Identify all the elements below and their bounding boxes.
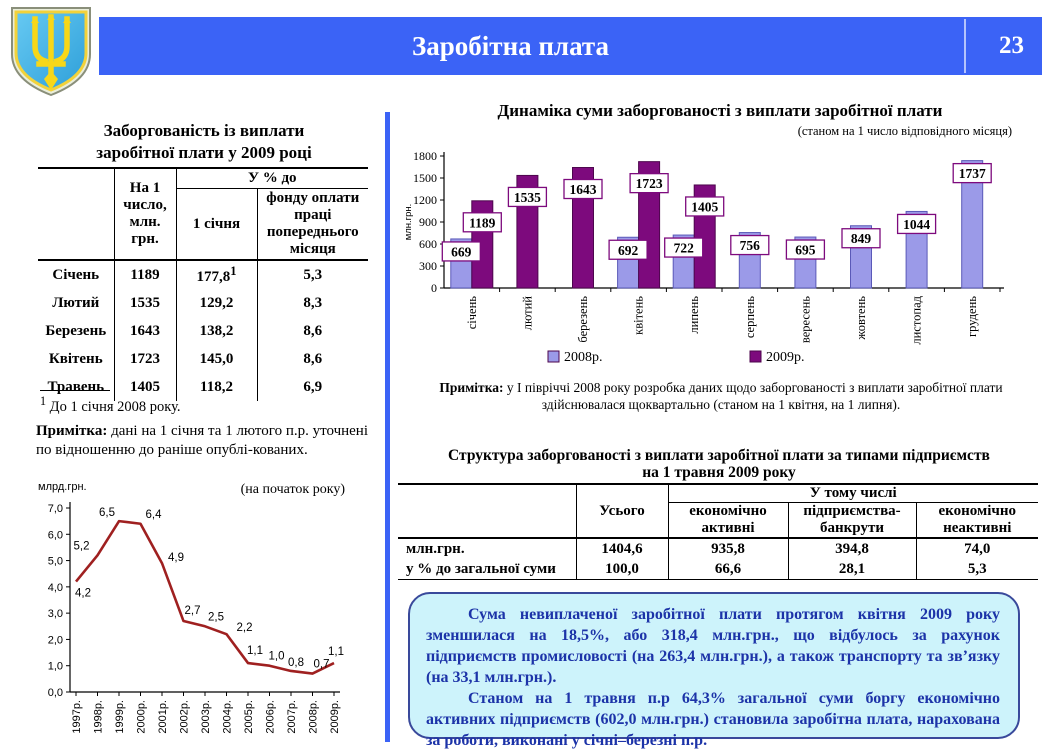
tofund-cell: 8,6 <box>303 350 323 367</box>
svg-text:0,0: 0,0 <box>47 687 63 699</box>
panel-divider <box>385 112 390 742</box>
svg-text:4,0: 4,0 <box>47 581 63 594</box>
svg-text:695: 695 <box>795 242 816 258</box>
left-table-title <box>38 120 370 164</box>
corner-cell <box>398 484 576 538</box>
svg-text:1,0: 1,0 <box>47 660 63 673</box>
svg-text:5,2: 5,2 <box>73 540 90 553</box>
svg-text:0,7: 0,7 <box>313 658 330 671</box>
tojan-cell: 138,2 <box>176 317 257 345</box>
total-cell: 1404,6 <box>576 538 668 559</box>
svg-text:756: 756 <box>739 238 760 254</box>
svg-text:1723: 1723 <box>635 176 663 192</box>
col-header-value: На 1 число, млн. грн. <box>114 168 176 260</box>
svg-text:листопад: листопад <box>909 296 924 345</box>
svg-text:2008р.: 2008р. <box>564 350 603 365</box>
svg-text:1998р.: 1998р. <box>92 700 105 734</box>
line-chart-unit-label: млрд.грн. <box>38 481 87 493</box>
svg-text:1,1: 1,1 <box>328 646 344 659</box>
value-cell: 1535 <box>114 289 176 317</box>
footnote-ref: 1 <box>230 264 237 278</box>
svg-text:2008р.: 2008р. <box>307 700 320 734</box>
structure-table <box>398 483 1038 580</box>
inactive-cell: 74,0 <box>964 540 991 557</box>
svg-text:849: 849 <box>850 231 872 247</box>
active-cell: 935,8 <box>668 538 788 559</box>
month-cell: Травень <box>38 373 114 401</box>
tofund-cell: 8,6 <box>303 322 323 339</box>
page-number: 23 <box>999 32 1024 59</box>
svg-text:2004р.: 2004р. <box>221 700 234 734</box>
table-row <box>398 559 1038 580</box>
svg-text:жовтень: жовтень <box>854 296 868 340</box>
month-cell: Лютий <box>38 289 114 317</box>
col-header-bankrupt: підприємства-банкрути <box>788 503 916 539</box>
svg-text:липень: липень <box>687 296 702 334</box>
col-header-fund: фонду оплати праці попереднього місяця <box>257 189 368 261</box>
svg-text:0: 0 <box>431 281 437 295</box>
svg-text:січень: січень <box>464 296 479 330</box>
svg-text:2000р.: 2000р. <box>135 700 148 734</box>
value-cell: 1643 <box>114 317 176 345</box>
left-note <box>36 422 372 460</box>
svg-text:5,0: 5,0 <box>47 555 63 568</box>
bankrupt-cell: 394,8 <box>788 538 916 559</box>
svg-text:2006р.: 2006р. <box>264 700 277 734</box>
svg-text:2,0: 2,0 <box>47 634 63 647</box>
footnote-marker: 1 <box>40 394 47 408</box>
summary-paragraph-2: Станом на 1 травня п.р 64,3% загальної суми боргу економічно активних підприємств (602,0 млн.грн.) становила заробітна плата, нарахована за роботи, виконані у січні–березні п.р. <box>426 690 1000 749</box>
table-row <box>38 260 368 289</box>
table-row <box>38 289 368 317</box>
structure-title-line2: на 1 травня 2009 року <box>642 464 796 481</box>
value-cell: 1405 <box>114 373 176 401</box>
svg-text:2001р.: 2001р. <box>157 700 169 734</box>
structure-title-line1: Структура заборгованості з виплати заробітної плати за типами підприємств <box>448 447 990 464</box>
row-label: млн.грн. <box>398 538 576 559</box>
svg-text:1643: 1643 <box>569 182 597 198</box>
col-header-inactive: економічно неактивні <box>916 503 1038 539</box>
table-row <box>38 345 368 373</box>
svg-text:1999р.: 1999р. <box>114 700 126 734</box>
svg-text:1,0: 1,0 <box>268 650 285 663</box>
svg-text:1500: 1500 <box>413 171 437 185</box>
month-cell: Січень <box>38 260 114 289</box>
svg-text:2002р.: 2002р. <box>178 700 191 734</box>
svg-text:4,2: 4,2 <box>75 587 91 600</box>
row-label: у % до загальної суми <box>398 559 576 580</box>
svg-text:7,0: 7,0 <box>47 503 63 515</box>
table-row <box>38 317 368 345</box>
tofund-cell: 5,3 <box>303 266 323 283</box>
summary-info-box <box>408 592 1020 749</box>
svg-text:6,4: 6,4 <box>145 508 162 521</box>
tojan-value: 177,8 <box>196 269 231 285</box>
svg-text:вересень: вересень <box>798 296 813 344</box>
month-cell: Березень <box>38 317 114 345</box>
left-table-title-line1: Заборгованість із виплати <box>103 121 305 140</box>
svg-text:6,0: 6,0 <box>47 529 63 542</box>
inactive-cell: 5,3 <box>916 559 1038 580</box>
ukraine-coat-of-arms-icon <box>6 3 96 99</box>
svg-text:2009р.: 2009р. <box>766 350 805 365</box>
svg-text:квітень: квітень <box>631 296 646 335</box>
col-header-total: Усього <box>576 484 668 538</box>
svg-text:2003р.: 2003р. <box>200 700 212 734</box>
svg-text:1200: 1200 <box>413 193 437 207</box>
svg-text:4,9: 4,9 <box>168 552 184 565</box>
note-text: дані на 1 січня та 1 лютого п.р. уточнені по відношенню до раніше опублі-кованих. <box>36 423 368 458</box>
active-cell: 66,6 <box>668 559 788 580</box>
value-cell: 1723 <box>114 345 176 373</box>
bar-chart <box>398 147 1040 375</box>
tojan-cell: 118,2 <box>176 373 257 401</box>
svg-text:2009р.: 2009р. <box>329 700 341 734</box>
col-header-active: економічно активні <box>668 503 788 539</box>
value-cell: 1189 <box>114 260 176 289</box>
svg-text:1535: 1535 <box>513 189 541 205</box>
tofund-cell: 6,9 <box>303 378 323 395</box>
bar-chart-note <box>404 379 1038 413</box>
banner-divider <box>964 19 966 73</box>
svg-text:1405: 1405 <box>691 199 719 215</box>
svg-text:692: 692 <box>617 242 639 258</box>
footnote-text: До 1 січня 2008 року. <box>46 398 181 415</box>
month-cell: Квітень <box>38 345 114 373</box>
svg-text:2005р.: 2005р. <box>243 700 255 734</box>
arrears-2009-table <box>38 167 368 401</box>
svg-text:1737: 1737 <box>958 166 986 182</box>
header-banner <box>99 17 1042 75</box>
svg-text:1,1: 1,1 <box>247 645 263 658</box>
note-text: у І півріччі 2008 року розробка даних щодо заборгованості з виплати заробітної плати здійснювалася щоквартально (станом на 1 квітня, на 1 липня). <box>503 380 1003 412</box>
svg-text:серпень: серпень <box>742 296 757 339</box>
page-title: Заробітна плата <box>412 31 609 61</box>
svg-text:грудень: грудень <box>965 296 980 337</box>
table-row <box>398 538 1038 559</box>
svg-text:900: 900 <box>419 215 437 229</box>
svg-text:2,5: 2,5 <box>208 611 224 624</box>
svg-text:1189: 1189 <box>469 215 496 231</box>
summary-paragraph-1: Сума невиплаченої заробітної плати протягом квітня 2009 року зменшилася на 18,5%, або 318,4 млн.грн., що відбулось за рахунок підприємств промисловості (на 263,4 млн.грн.), а також транспорту та зв’язку (на 33,1 млн.грн.). <box>426 606 1000 686</box>
bar-chart-title: Динаміка суми заборгованості з виплати заробітної плати <box>497 101 943 120</box>
bar-chart-subtitle: (станом на 1 число відповідного місяця) <box>797 124 1012 138</box>
bankrupt-cell: 28,1 <box>788 559 916 580</box>
svg-text:2,2: 2,2 <box>236 622 253 635</box>
svg-text:669: 669 <box>451 244 472 260</box>
svg-text:6,5: 6,5 <box>99 507 115 520</box>
col-header-group: У % до <box>176 168 368 189</box>
svg-text:2,7: 2,7 <box>184 605 201 618</box>
corner-cell <box>38 168 114 260</box>
svg-text:600: 600 <box>419 237 437 251</box>
total-cell: 100,0 <box>576 559 668 580</box>
svg-text:березень: березень <box>576 296 590 343</box>
svg-text:1800: 1800 <box>413 149 437 163</box>
svg-text:300: 300 <box>419 259 437 273</box>
svg-text:1044: 1044 <box>903 216 931 232</box>
table-footnote <box>40 394 181 416</box>
tojan-cell: 129,2 <box>176 289 257 317</box>
tofund-cell: 8,3 <box>303 294 323 311</box>
structure-table-title <box>398 447 1040 481</box>
note-label: Примітка: <box>439 380 504 395</box>
svg-text:млн.грн.: млн.грн. <box>403 203 414 241</box>
svg-text:3,0: 3,0 <box>47 608 63 621</box>
svg-text:722: 722 <box>673 240 694 256</box>
note-label: Примітка: <box>36 423 108 439</box>
tojan-cell: 145,0 <box>176 345 257 373</box>
line-chart <box>28 492 348 748</box>
left-table-title-line2: заробітної плати у 2009 році <box>96 143 312 162</box>
svg-text:2007р.: 2007р. <box>286 700 298 734</box>
tojan-cell <box>176 260 257 289</box>
col-header-group: У тому числі <box>668 484 1038 503</box>
svg-text:0,8: 0,8 <box>288 656 304 669</box>
line-chart-subtitle: (на початок року) <box>240 482 345 497</box>
footnote-rule <box>40 390 110 391</box>
svg-text:лютий: лютий <box>520 296 535 331</box>
svg-text:1997р.: 1997р. <box>71 700 83 734</box>
col-header-jan: 1 січня <box>176 189 257 261</box>
